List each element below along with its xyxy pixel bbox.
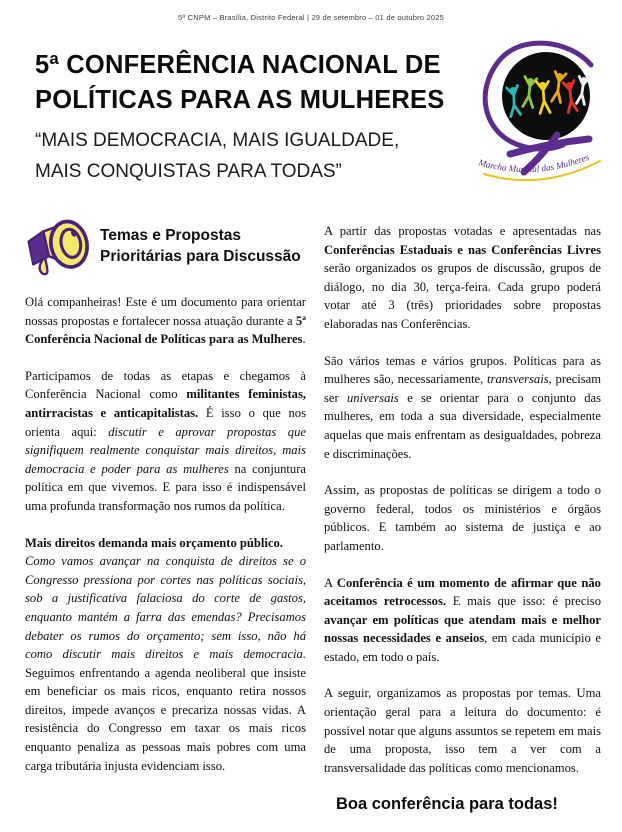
paragraph-reading-guide: A seguir, organizamos as propostas por temas. Uma orientação geral para a leitura do documento: é possível notar que alguns assuntos se repetem em mais de uma proposta, isso tem a ver com a transversalidade das políticas como mencionamos.	[324, 686, 601, 775]
world-march-of-women-logo	[472, 38, 614, 186]
page-subtitle-line1: “MAIS DEMOCRACIA, MAIS IGUALDADE,	[35, 130, 400, 151]
paragraph-participation: Participamos de todas as etapas e chegamos à Conferência Nacional como militantes feministas, antirracistas e anticapitalistas. É isso o que nos orienta aqui: discutir e aprovar propostas que signifiquem realmente conquistar mais direitos, mais democracia e poder para as mulheres na conjuntura política em que vivemos. E para isso é indispensável uma profunda transformação nos rumos da política.	[25, 368, 306, 513]
section-title	[100, 216, 301, 267]
section-title-line1: Temas e Propostas	[100, 227, 241, 244]
paragraph-intro: Olá companheiras! Este é um documento para orientar nossas propostas e fortalecer nossa atuação durante a 5ª Conferência Nacional de Políticas para as Mulheres.	[25, 295, 306, 347]
title-block	[35, 48, 485, 187]
section-heading	[25, 216, 306, 280]
paragraph-no-setbacks: A Conferência é um momento de afirmar que não aceitamos retrocessos. E mais que isso: é preciso avançar em políticas que atendam mais e melhor nossas necessidades e anseios, em cada município e estado, em todo o país.	[324, 575, 601, 664]
page-subtitle-line2: MAIS CONQUISTAS PARA TODAS”	[35, 161, 342, 182]
paragraph-budget: Mais direitos demanda mais orçamento público. Como vamos avançar na conquista de direitos se o Congresso pressiona por cortes nas políticas sociais, sob a justificativa falaciosa do corte de gastos, enquanto mantém a farra das emendas? Precisamos debater os rumos do orçamento; sem isso, não há como discutir mais direitos e mais democracia. Seguimos enfrentando a agenda neoliberal que insiste em beneficiar os mais ricos, enquanto retira nossos direitos, impede avanços e precariza nossas vidas. A resistência do Congresso em taxar os mais ricos enquanto penaliza as pessoas mais pobres com uma carga tributária injusta evidenciam isso.	[25, 535, 306, 773]
page-title-line1: 5ª CONFERÊNCIA NACIONAL DE	[35, 51, 441, 79]
header-dateline: 5ª CNPM – Brasília, Distrito Federal | 29 de setembro – 01 de outubro 2025	[178, 13, 444, 22]
page-title	[35, 48, 485, 118]
right-column	[324, 216, 601, 814]
logo-caption: Marcha Mundial das Mulheres	[477, 151, 591, 175]
paragraph-conferences: A partir das propostas votadas e apresentadas nas Conferências Estaduais e nas Conferências Livres serão organizados os grupos de discussão, grupos de diálogo, no dia 30, terça-feira. Cada grupo poderá votar até 3 (três) prioridades sobre propostas elaboradas nas Conferências.	[324, 224, 601, 331]
page-subtitle	[35, 125, 485, 187]
closing-line: Boa conferência para todas!	[336, 795, 558, 814]
megaphone-icon	[25, 216, 91, 278]
page-title-line2: POLÍTICAS PARA AS MULHERES	[35, 86, 445, 114]
section-title-line2: Prioritárias para Discussão	[100, 248, 301, 265]
left-column	[25, 216, 306, 814]
two-column-body	[25, 216, 601, 814]
globe-figures-icon	[472, 38, 614, 186]
paragraph-government: Assim, as propostas de políticas se dirigem a todo o governo federal, todos os ministérios e órgãos públicos. E também ao sistema de justiça e ao parlamento.	[324, 483, 601, 553]
paragraph-themes: São vários temas e vários grupos. Políticas para as mulheres são, necessariamente, transversais, precisam ser universais e se orientar para o conjunto das mulheres, em toda a sua diversidade, especialmente aquelas que mais enfrentam as desigualdades, pobreza e discriminações.	[324, 353, 601, 461]
